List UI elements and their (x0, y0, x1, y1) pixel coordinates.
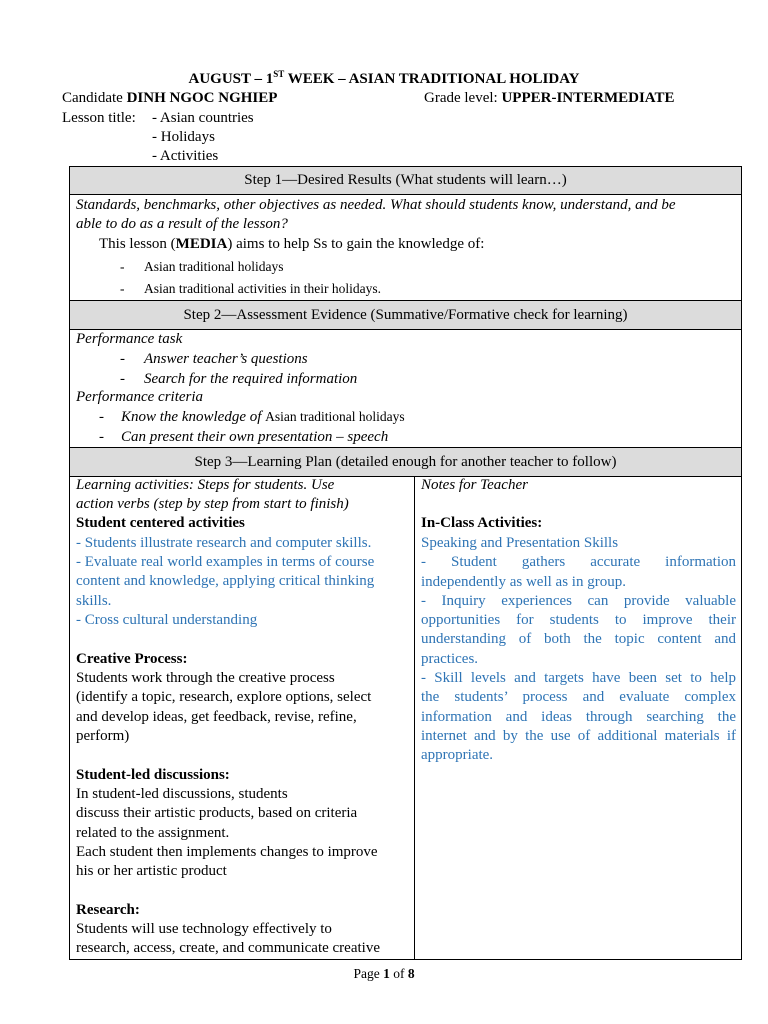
student-centered-item: - Cross cultural understanding (76, 612, 258, 628)
note-line: information and ideas through searching the (421, 708, 736, 725)
performance-criterion: Know the knowledge of Asian traditional holidays (121, 409, 405, 425)
creative-process-text: perform) (76, 728, 130, 744)
step1-question: able to do as a result of the lesson? (76, 216, 288, 232)
step2-body (69, 330, 742, 448)
in-class-notes (421, 535, 736, 767)
page-title: AUGUST – 1ST WEEK – ASIAN TRADITIONAL HOLIDAY (188, 69, 580, 87)
step1-header: Step 1—Desired Results (What students will learn…) (69, 166, 742, 195)
student-led-heading: Student-led discussions: (76, 767, 230, 783)
note-line: internet and by the use of additional materials if (421, 727, 736, 744)
step3-body (69, 477, 742, 960)
step3-header: Step 3—Learning Plan (detailed enough for another teacher to follow) (69, 447, 742, 477)
learning-activities-intro: action verbs (step by step from start to finish) (76, 496, 349, 512)
bullet-dash: - (120, 371, 125, 387)
note-line: practices. (421, 650, 479, 667)
creative-process-text: and develop ideas, get feedback, revise, refine, (76, 709, 357, 725)
bullet-dash: - (120, 259, 125, 274)
lesson-item: - Asian countries (152, 110, 254, 126)
performance-task-label: Performance task (76, 331, 183, 347)
bullet-dash: - (120, 351, 125, 367)
student-centered-item: - Students illustrate research and computer skills. (76, 535, 372, 551)
learning-activities-intro: Learning activities: Steps for students. Use (76, 477, 335, 493)
step1-body (69, 195, 742, 301)
student-centered-item: skills. (76, 593, 112, 609)
lesson-item: - Activities (152, 148, 219, 164)
note-line: the students’ process and evaluate complex (421, 689, 736, 706)
research-text: Students will use technology effectively to (76, 921, 332, 937)
in-class-heading: In-Class Activities: (421, 515, 543, 531)
note-line: - Student gathers accurate information (421, 554, 736, 571)
performance-criteria-label: Performance criteria (76, 389, 204, 405)
candidate-line: Candidate DINH NGOC NGHIEP (62, 90, 278, 106)
performance-task: Search for the required information (144, 371, 358, 387)
student-centered-item: - Evaluate real world examples in terms of course (76, 554, 375, 570)
performance-criterion: Can present their own presentation – speech (121, 429, 389, 445)
student-led-text: discuss their artistic products, based on criteria (76, 805, 358, 821)
lesson-item: - Holidays (152, 129, 215, 145)
note-line: opportunities for students to improve their (421, 612, 736, 629)
lesson-title-label: Lesson title: (62, 110, 136, 126)
step1-bullet: Asian traditional holidays (144, 259, 284, 274)
note-line: appropriate. (421, 747, 494, 764)
note-line: - Inquiry experiences can provide valuable (421, 592, 736, 609)
bullet-dash: - (120, 281, 125, 296)
step2-header: Step 2—Assessment Evidence (Summative/Formative check for learning) (69, 300, 742, 330)
note-line: understanding of both the topic content and (421, 631, 736, 648)
creative-process-text: (identify a topic, research, explore options, select (76, 689, 372, 705)
student-led-text: In student-led discussions, students (76, 786, 288, 802)
creative-process-heading: Creative Process: (76, 651, 188, 667)
note-line: Speaking and Presentation Skills (421, 535, 619, 551)
student-centered-item: content and knowledge, applying critical thinking (76, 573, 375, 589)
grade-line: Grade level: UPPER-INTERMEDIATE (424, 90, 675, 106)
note-line: - Skill levels and targets have been set to help (421, 670, 736, 687)
step1-question: Standards, benchmarks, other objectives as needed. What should students know, understand, and be (76, 197, 676, 213)
note-line: independently as well as in group. (421, 573, 626, 590)
column-divider (414, 477, 415, 959)
step1-bullet: Asian traditional activities in their holidays. (144, 281, 381, 296)
student-led-text: related to the assignment. (76, 825, 230, 841)
research-text: research, access, create, and communicate creative (76, 940, 380, 956)
step1-intro: This lesson (MEDIA) aims to help Ss to gain the knowledge of: (99, 236, 485, 252)
research-heading: Research: (76, 902, 140, 918)
student-centered-heading: Student centered activities (76, 515, 245, 531)
student-led-text: Each student then implements changes to improve (76, 844, 378, 860)
page-number: Page 1 of 8 (353, 966, 415, 981)
performance-task: Answer teacher’s questions (144, 351, 308, 367)
bullet-dash: - (99, 429, 104, 445)
student-led-text: his or her artistic product (76, 863, 227, 879)
creative-process-text: Students work through the creative process (76, 670, 335, 686)
bullet-dash: - (99, 409, 104, 425)
notes-for-teacher-label: Notes for Teacher (421, 477, 528, 493)
